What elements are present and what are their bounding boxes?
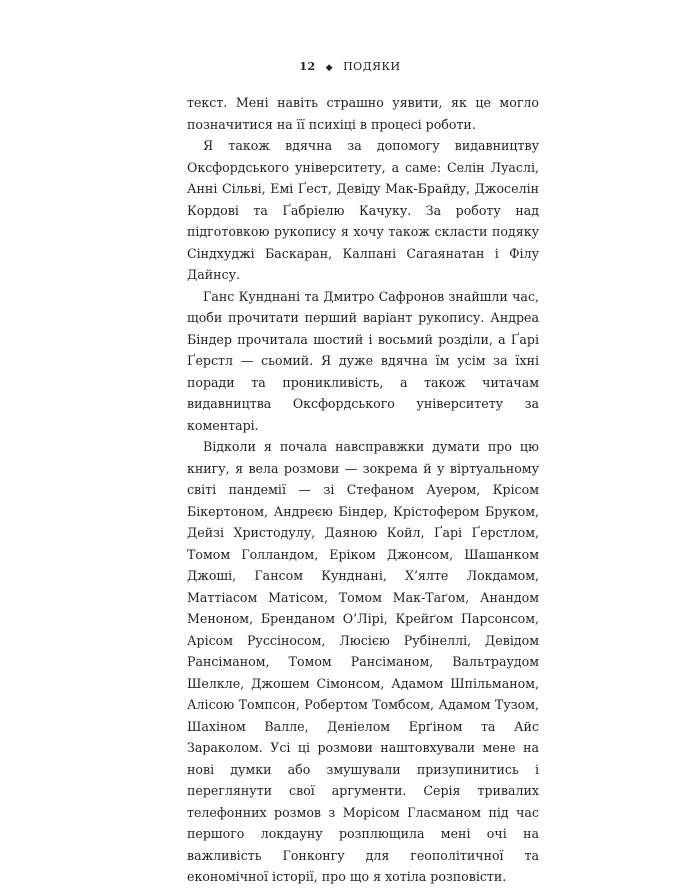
diamond-separator-icon: ◆ [325, 63, 334, 73]
section-title: ПОДЯКИ [343, 60, 401, 73]
paragraph-manuscript-readers: Ганс Кунднані та Дмитро Сафронов знайшли час, щоби прочитати перший варіант рукопису. Андреа Біндер прочитала шостий і восьмий розділи, а Ґарі Ґерстл — сьомий. Я дуже вдячна їм усім за їхні поради та проникливість, а також читачам видавництва Оксфордського університету за коментарі. [187, 288, 539, 433]
paragraph-continuation: текст. Мені навіть страшно уявити, як це могло позначитися на її психіці в процесі роботи. [187, 95, 539, 132]
paragraph-conversations: Відколи я почала навсправжки думати про цю книгу, я вела розмови — зокрема й у віртуальному світі пандемії — зі Стефаном Ауером, Крісом Бікертоном, Андреєю Біндер, Крістофером Бруком, Дейзі Христодулу, Даяною Койл, Ґарі Ґерстлом, Томом Голландом, Еріком Джонсом, Шашанком Джоші, Гансом Кунднані, Х’ялте Локдамом, Маттіасом Матісом, Томом Мак-Таґом, Анандом Меноном, Бренданом О’Лірі, Крейґом Парсонсом, Арісом Руссіносом, Люсією Рубінеллі, Девідом Рансіманом, Томом Рансіманом, Вальтраудом Шелкле, Джошем Сімонсом, Адамом Шпільманом, Алісою Томпсон, Робертом Томбсом, Адамом Тузом, Шахіном Валле, Деніелом Ерґіном та Айс Зараколом. Усі ці розмови наштовхували мене на нові думки або змушували призупинитись і переглянути свої аргументи. Серія тривалих телефонних розмов з Морісом Гласманом під час першого локдауну розплющила мені очі на важливість Гонконгу для геополітичної та економічної історії, про що я хотіла розповісти. [187, 439, 539, 884]
body-text [187, 92, 539, 888]
page-number: 12 [299, 60, 316, 73]
running-head [0, 60, 700, 75]
paragraph-oxford-press: Я також вдячна за допомогу видавництву Оксфордського університету, а саме: Селін Луаслі, Анні Сільві, Емі Ґест, Девіду Мак-Брайду, Джоселін Кордові та Ґабріелю Качуку. За роботу над підготовкою рукопису я хочу також скласти подяку Сіндхуджі Баскаран, Калпані Сагаянатан і Філу Дайнсу. [187, 138, 539, 282]
